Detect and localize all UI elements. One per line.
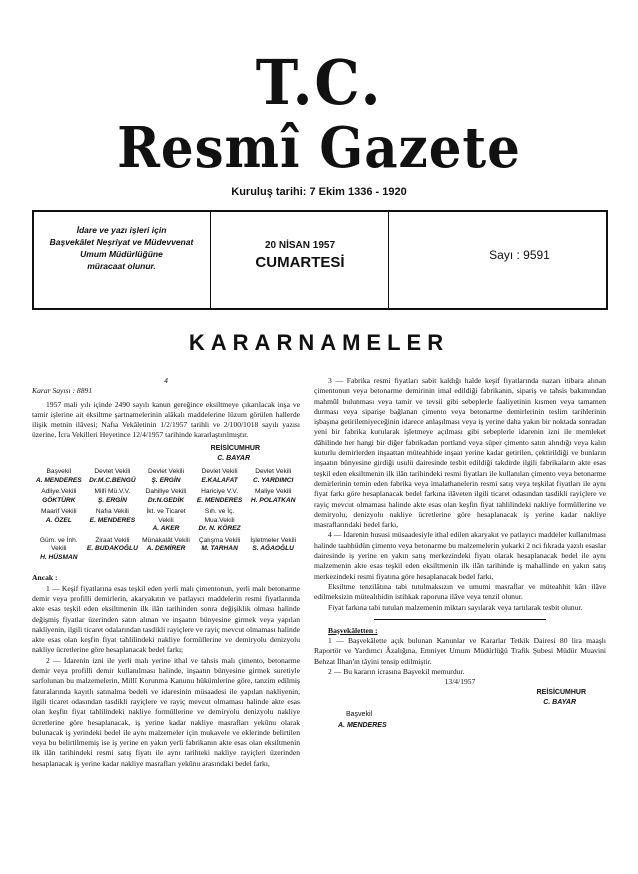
bask-item-1: 1 — Başvekâlette açık bulunan Kanunlar ve Kararlar Tetkik Dairesi 80 lira maaşlı Raportör ve Yardımcı Âzalığına, Emniyet Umum Müdürlüğü Trafik Şubesi Müdür Muavini Behzat İlhan'ın tâyini tensip edilmiştir.: [314, 636, 606, 666]
signature-cell: [139, 508, 193, 534]
signature-cell: [193, 488, 247, 505]
right-column: [314, 376, 606, 731]
separator: [374, 619, 546, 620]
minister-name: H. POLATKAN: [250, 496, 296, 504]
signature-cell: [32, 508, 86, 534]
decree-intro: 1957 mali yılı içinde 2490 sayılı kanun gereğince eksiltmeye çıkarılacak inşa ve tamir işlerine ait eksiltme şartnamelerinin alâkalı maddelerine lüzum görülen hallerde ilişik metnin ilâvesi; Nafıa Vekâletinin 1/2/1957 tarihli ve 2/100/1018 sayılı yazısı üzerine, İcra Vekilleri Heyetince 12/4/1957 tarihinde kararlaştırılmıştır.: [32, 399, 300, 440]
minister-name: A. ÖZEL: [45, 516, 72, 524]
minister-title: Maliye Vekili: [255, 488, 292, 496]
minister-title: Maarif Vekili: [41, 508, 77, 516]
masthead-title: Resmî Gazete: [117, 115, 521, 181]
clause-6: Fiyat farkına tabi tutulan malzemenin miktarı sayılarak veya tartılarak tesbit olunur.: [328, 602, 583, 612]
section-title: KARARNAMELER: [188, 330, 450, 355]
signature-cell: [246, 508, 300, 534]
minister-name: Ş. ERGİN: [97, 496, 127, 504]
admin-line: İdare ve yazı işleri için: [76, 225, 167, 235]
signature-cell: [246, 468, 300, 485]
minister-title: Millî Mü.V.V.: [94, 488, 131, 496]
minister-title: Çalışma Vekili: [198, 536, 241, 544]
minister-title: İkt. ve Ticaret Vekili: [146, 508, 186, 524]
founding-date: Kuruluş tarihi: 7 Ekim 1336 - 1920: [231, 186, 407, 198]
admin-contact: [34, 224, 209, 272]
signature-cell: [193, 508, 247, 534]
minister-name: M. TARHAN: [201, 545, 238, 553]
bask-title: Başvekâletten :: [328, 625, 378, 635]
president-title: REİSİCUMHUR: [210, 444, 260, 452]
signature-cell: [86, 537, 140, 563]
minister-name: Dr. N. KÖREZ: [198, 525, 241, 533]
issue-number: Sayı : 9591: [489, 248, 550, 262]
signature-cell: [139, 537, 193, 563]
minister-name: E. BUDAKOĞLU: [86, 545, 138, 553]
clause-4: 4 — İdarenin hususi müsaadesiyle ithal edilen akaryakıt ve patlayıcı maddeler kullanılması halinde taahhüdün çimento veya betonarme bu malzemelerin yukarki 2 nci fıkrada yazılı esaslar dairesinde iş yerine en yakın satış merkezindeki fiyatı olarak hesaplanacak bedel ile aynı malzemenin akte esas teşkil eden eksiltmenin ilk ilân tarihinde iş mahallinde en yakın satış merkezindeki resmi fiyatına göre hesaplanacak bedel farkı,: [314, 530, 606, 581]
minister-name: Ş. ERGİN: [151, 476, 181, 484]
minister-name: A. DEMİRER: [146, 545, 186, 553]
minister-title: Nafıa Vekili: [95, 508, 129, 516]
divider: [388, 212, 389, 308]
signature-cell: [86, 488, 140, 505]
minister-title: Güm. ve İnh. Vekili: [39, 536, 78, 553]
signature-cell: [32, 537, 86, 563]
info-box: [32, 210, 608, 310]
minister-title: İşletmeler Vekili: [250, 536, 297, 544]
masthead-tc: T.C.: [255, 46, 383, 119]
minister-title: Dahiliye Vekili: [145, 488, 187, 496]
minister-name: A. MENDERES: [35, 476, 82, 484]
signature-cell: [139, 488, 193, 505]
minister-title: Devlet Vekili: [255, 468, 292, 476]
signature-cell: [32, 468, 86, 485]
admin-line: Başvekâlet Neşriyat ve Müdevvenat: [49, 237, 194, 247]
minister-title: Devlet Vekili: [201, 468, 238, 476]
signature-cell: [193, 468, 247, 485]
admin-line: müracaat olunur.: [87, 261, 156, 271]
minister-title: Adliye.Vekili: [41, 488, 77, 496]
pm-title: Başvekil: [346, 711, 373, 719]
signature-cell: [86, 468, 140, 485]
bask-date: 13/4/1957: [444, 677, 476, 687]
clause-3: 3 — Fabrika resmi fiyatları sabit kaldığı halde keşif fiyatlarında nazarı itibara alınan çimentonun veya betonarme demirinin imal edildiği fabrikanın, sipariş ve tahsis bakımından mahmûl bulunması veya tamir ve tevsii gibi sebeplerle faaliyetinin kısmen veya tamamen durması veya siparişe bağlanan çimento veya betonarme demirlerinin teslim tarihlerinin işbaşına getirilemiyeceğinin idarece anlaşılması veya iş yerine daha yakın bir noktada sonradan yeni bir fabrika kurularak işletmeye açılması gibi sebeplerle idarenin izni ile memleket dâhilinde her hangi bir diğer fabrikadan portland veya süper çimento satın alındığı veya kalın kuturlu demirlerden inşaattan müteahhide inşaat yerine kadar getirilen, çektirildiği ve bunların inşaatın bünyesine girdiği usulü dairesinde tesbit edildiği takdirde ilgili fabrikaların akte esas teşkil eden eksiltmenin ilk ilân tarihindeki resmi fiyatları ile kullanılan çimento veya betonarme demirlerinin temin eden fabrika veya imalathanelerin resmi satış veya teşkilat fiyatları ile aynı fiyat farkı göre hesaplanacak bedel farkına ilâveten ilgili ticaret odasından tasdikli rayiçlere ve rayiç mevcut olmaması halinde akte esas olan keşfin fiyat tahlilindeki nakliye formüllerine ve demiryolu, denizyolu nakliye ücretlerine göre hesaplanacak iş yerine kadar nakliye masraflarındaki bedel farkı,: [314, 376, 606, 530]
signature-cell: [246, 488, 300, 505]
minister-title: Sıh. ve İç. Mua.Vekili: [204, 508, 235, 524]
clause-2: 2 — İdarenin izni ile yerli malı yerine ithal ve tahsis malı çimento, betonarme demir veya profilli demir kullanılması halinde, inşaatın bünyesine girmek suretiyle sarfolunan bu malzemelerin, Millî Korunma Kanunu hükümlerine göre, tanzim edilmiş faturalarında kayıtlı satınalma bedeli ve idaresinin müsaadesi ile yapılan nakliyenin, ilgili ticaret odasından tasdikli rayiçlere ve rayiç mevcut olmaması halinde akte esas olan keşfin fiyat tahlilindeki nakliye formüllerine ve demiryolu denizyolu nakliye ücretlerine göre hesaplanacak, iş yerine kadar nakliye masrafları yekûnu olarak bulunacak iş yerindeki bedel ile aynı malzemeler için mukavele ve eklerinde belirtilen veya bu belirtilmemiş ise iş yerine en yakın yerli fabrikanın akte esas olan eksiltmenin ilk ilân tarihindeki resmi satış fiyatı ile aynı tarihteki nakliye rayiçleri üzerinden hesaplanacak iş yerine kadar nakliye masrafları yekûnu arasındaki bedel farkı,: [32, 655, 300, 768]
minister-name: Dr.N.GEDİK: [147, 496, 185, 504]
clause-5: Eksiltme tenzilâtına tabi tutulmaksızın ve umumi masraflar ve müteahhit kârı ilâve edilmeksizin mütealıhidin istihkak raporuna ilâve veya tenzil olunur.: [314, 581, 606, 602]
ancak-label: Ancak :: [32, 573, 58, 583]
minister-title: Ziraat Vekili: [95, 536, 130, 544]
minister-name: GÖKTÜRK: [42, 496, 76, 504]
signature-cell: [86, 508, 140, 534]
signature-cell: [139, 468, 193, 485]
signature-grid: [32, 468, 300, 565]
issue-day: CUMARTESİ: [255, 254, 345, 271]
issue-date: 20 NİSAN 1957: [264, 240, 336, 251]
minister-name: E. MENDERES: [89, 516, 136, 524]
admin-line: Umum Müdürlüğüne: [80, 249, 163, 259]
pm-name: A. MENDERES: [338, 721, 387, 729]
minister-title: Başvekil: [46, 468, 72, 476]
minister-name: H. HÜSMAN: [40, 553, 78, 561]
minister-title: Devlet Vekili: [148, 468, 184, 476]
signature-cell: [32, 488, 86, 505]
bask-president-title: REİSİCUMHUR: [536, 688, 586, 696]
minister-title: Hariciye V.V.: [201, 488, 239, 496]
decree-number: 4: [164, 376, 168, 385]
president-name: C. BAYAR: [217, 455, 250, 463]
clause-1: 1 — Keşif fiyatlarına esas teşkil eden yerli malı çimentonun, yerli malı betonarme demir veya profilli demirlerin, akaryakıtın ve patlayıcı maddelerin resmi fiyatlarında akte esas teşkil eden eksiltmenin ilk ilân tarihinden sonra değişiklik olması halinde değişmiş fiyatlar üzerinden satın alınan ve inşaatın bünyesine girmek veya yapılan nakliyenin, ilgili ticaret odalarından tasdikli rayiçlere ve rayiç mevcut olmaması halinde akte esas olan keşfin fiyat tahlilindeki nakliye formüllerine ve demiryolu denizyolu nakliye ücretlerine göre hesaplanacak bedel farkı;: [32, 583, 300, 655]
minister-name: C. YARDIMCI: [252, 476, 294, 484]
divider: [210, 212, 211, 308]
signature-cell: [193, 537, 247, 563]
decision-number: Karar Sayısı : 8891: [32, 386, 93, 396]
signature-cell: [246, 537, 300, 563]
minister-name: E.KALAFAT: [201, 476, 238, 484]
minister-title: Münakalât Vekili: [142, 536, 190, 544]
minister-name: Dr.M.C.BENGÜ: [89, 476, 136, 484]
minister-name: E. MENDERES: [196, 496, 243, 504]
bask-president-name: C. BAYAR: [543, 698, 576, 706]
minister-title: Devlet Vekili: [94, 468, 131, 476]
bask-item-2: 2 — Bu kararın icrasına Başvekil memurdur.: [328, 667, 465, 677]
minister-name: A. AKER: [152, 525, 180, 533]
left-column: [32, 376, 300, 769]
minister-name: S. AĞAOĞLU: [252, 545, 294, 553]
